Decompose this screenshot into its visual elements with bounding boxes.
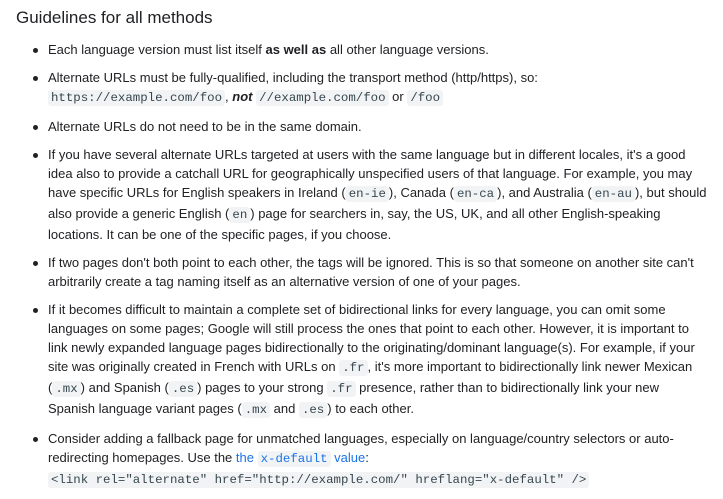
list-item [0, 253, 723, 291]
text: Consider adding a fallback page for unmatched languages, especially on language/country selectors or auto-redirecting homepages. Use the [48, 431, 674, 465]
code-snippet: .mx [52, 381, 80, 397]
code-snippet: .es [169, 381, 197, 397]
code-snippet: en [229, 207, 250, 223]
text: ), and Australia ( [497, 185, 592, 200]
code-snippet: .es [299, 402, 327, 418]
section-heading: Guidelines for all methods [16, 8, 213, 27]
list-item [0, 145, 723, 244]
list-item [0, 117, 723, 136]
code-snippet: en-ca [454, 186, 497, 202]
text: If it becomes difficult to maintain a complete set of bidirectional links for every language, you can omit some languages on some pages; Google will still process the ones that point to each other. However, it is important to link newly expanded language pages bidirectionally to the originating/dominant language(s). For example, if your site was originally created in French with URLs on [48, 302, 695, 374]
text: Alternate URLs do not need to be in the same domain. [48, 119, 362, 134]
text: , [225, 89, 233, 104]
list-item [0, 40, 723, 59]
emphasis: as well as [265, 42, 327, 57]
text: ) pages to your strong [197, 380, 328, 395]
list-item [0, 68, 723, 108]
code-snippet: //example.com/foo [256, 90, 388, 106]
text: ), Canada ( [388, 185, 454, 200]
text: Alternate URLs must be fully-qualified, including the transport method (http/https), so: [48, 70, 538, 85]
code-snippet: .fr [327, 381, 355, 397]
code-snippet: en-ie [346, 186, 389, 202]
code-snippet: /foo [407, 90, 443, 106]
code-snippet: <link rel="alternate" href="http://example.com/" hreflang="x-default" /> [48, 472, 589, 488]
code-snippet: en-au [592, 186, 635, 202]
text: ) to each other. [327, 401, 414, 416]
list-item [0, 300, 723, 420]
text: all other language versions. [326, 42, 489, 57]
link-code: x-default [258, 451, 331, 467]
text: ) page for searchers in, say, the US, UK, and all other English-speaking locations. It can be one of the specific pages, if you choose. [48, 206, 661, 242]
text: or [388, 89, 408, 104]
emphasis: not [232, 89, 253, 104]
text: presence, rather than to bidirectionally link your new Spanish language variant pages ( [48, 380, 660, 416]
list-item [0, 429, 723, 490]
code-snippet: https://example.com/foo [48, 90, 225, 106]
text: If two pages don't both point to each other, the tags will be ignored. This is so that someone on another site can't arbitrarily create a tag naming itself as an alternative version of one of your pages. [48, 255, 694, 289]
text: ), but should also provide a generic English ( [48, 185, 707, 221]
link-text: the [235, 450, 258, 465]
link-text: value [330, 450, 366, 465]
text: ) and Spanish ( [80, 380, 169, 395]
text: and [270, 401, 299, 416]
guidelines-list [0, 40, 723, 499]
text: : [365, 450, 369, 465]
x-default-link[interactable] [236, 450, 365, 465]
text: If you have several alternate URLs targeted at users with the same language but in different locales, it's a good idea also to provide a catchall URL for geographically unspecified users of that language. For example, you may have specific URLs for English speakers in Ireland ( [48, 147, 693, 200]
text: , it's more important to bidirectionally link newer Mexican ( [48, 359, 693, 395]
code-snippet: .mx [242, 402, 270, 418]
code-snippet: .fr [339, 360, 367, 376]
text: Each language version must list itself [48, 42, 266, 57]
